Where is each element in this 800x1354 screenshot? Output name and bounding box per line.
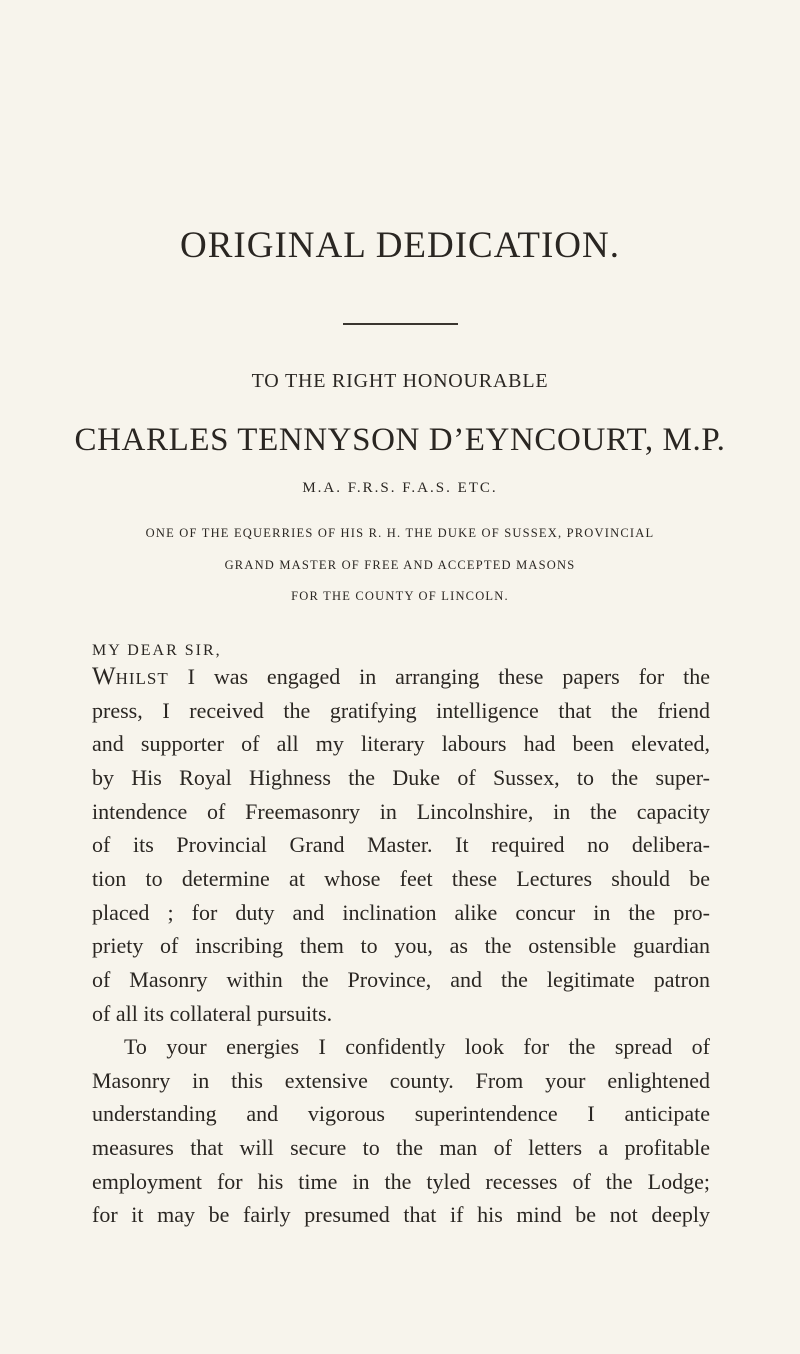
dedicatee-name: CHARLES TENNYSON D’EYNCOURT, M.P.: [74, 422, 726, 458]
paragraph-line: and supporter of all my literary labours had been elevated,: [92, 731, 710, 756]
paragraph-line: press, I received the gratifying intelligence that the friend: [92, 698, 710, 723]
paragraph-line: by His Royal Highness the Duke of Sussex, to the super-: [92, 765, 710, 790]
paragraph-line: tion to determine at whose feet these Lectures should be: [92, 866, 710, 891]
dedicatee-degrees: M.A. F.R.S. F.A.S. ETC.: [302, 480, 498, 496]
paragraph-line: intendence of Freemasonry in Lincolnshire, in the capacity: [92, 799, 710, 824]
paragraph-line: Masonry in this extensive county. From your enlightened: [92, 1068, 710, 1093]
paragraph-line: measures that will secure to the man of letters a profitable: [92, 1135, 710, 1160]
paragraph-line: for it may be fairly presumed that if his mind be not deeply: [92, 1202, 710, 1227]
paragraph-line: of Masonry within the Province, and the legitimate patron: [92, 967, 710, 992]
address-line: TO THE RIGHT HONOURABLE: [251, 370, 549, 392]
dedicatee-office-line: ONE OF THE EQUERRIES OF HIS R. H. THE DUKE OF SUSSEX, PROVINCIAL: [145, 526, 655, 540]
paragraph-line: of its Provincial Grand Master. It required no delibera-: [92, 832, 710, 857]
page-title: ORIGINAL DEDICATION.: [180, 225, 620, 266]
paragraph-line-first: [92, 663, 710, 693]
first-word-smallcaps: HILST: [115, 669, 169, 688]
dedicatee-office-line: FOR THE COUNTY OF LINCOLN.: [291, 589, 509, 603]
title-divider: [343, 323, 458, 325]
paragraph-line: understanding and vigorous superintendence I anticipate: [92, 1101, 710, 1126]
drop-initial: W: [92, 663, 116, 690]
dedicatee-office-line: GRAND MASTER OF FREE AND ACCEPTED MASONS: [224, 558, 576, 572]
salutation: MY DEAR SIR,: [92, 642, 222, 659]
paragraph-line: placed ; for duty and inclination alike concur in the pro-: [92, 900, 710, 925]
paragraph-line: To your energies I confidently look for the spread of: [124, 1034, 710, 1059]
paragraph-line: of all its collateral pursuits.: [92, 1001, 333, 1026]
paragraph-line: employment for his time in the tyled recesses of the Lodge;: [92, 1169, 710, 1194]
paragraph-line-text: I was engaged in arranging these papers for the: [187, 664, 711, 689]
paragraph-line: priety of inscribing them to you, as the ostensible guardian: [92, 933, 710, 958]
